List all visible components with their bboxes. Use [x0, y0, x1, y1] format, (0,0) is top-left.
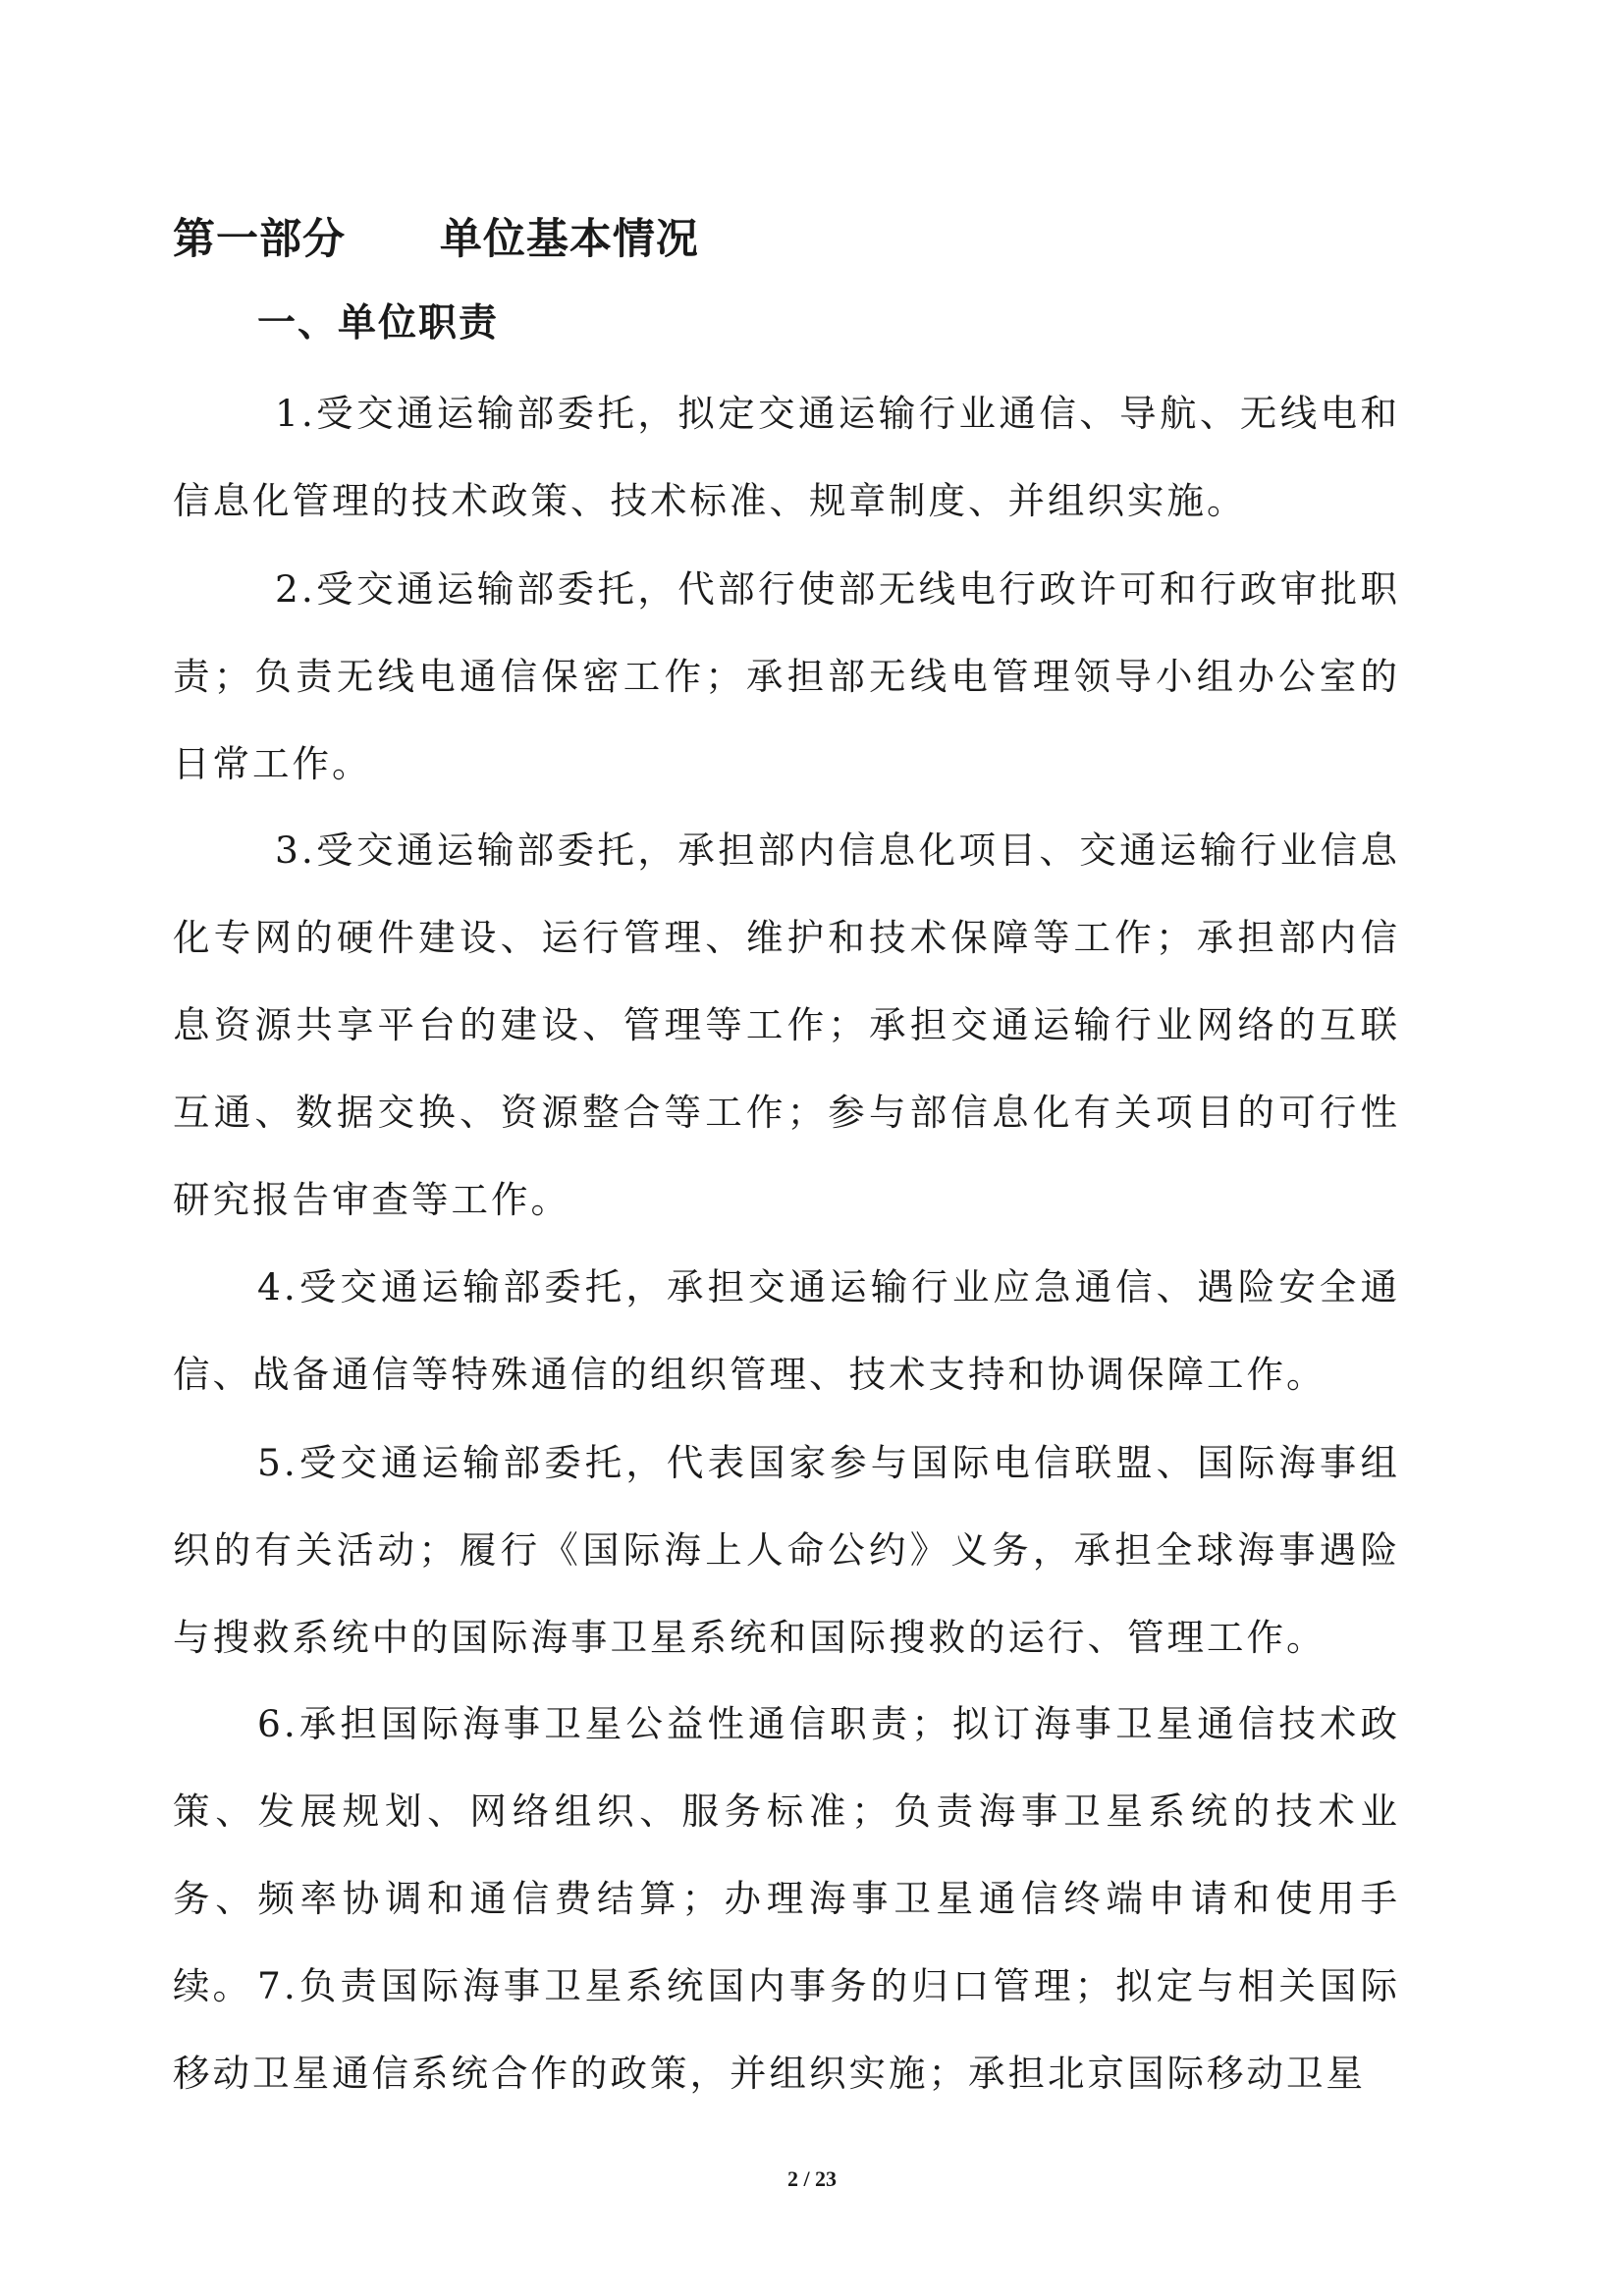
duty-paragraph-5: 5.受交通运输部委托，代表国家参与国际电信联盟、国际海事组织的有关活动；履行《国际海上人命公约》义务，承担全球海事遇险与搜救系统中的国际海事卫星系统和国际搜救的运行、管理工作。	[173, 1441, 1400, 1659]
duty-paragraph-2: 2.受交通运输部委托，代部行使部无线电行政许可和行政审批职责；负责无线电通信保密工作；承担部无线电管理领导小组办公室的日常工作。	[173, 567, 1400, 785]
duty-paragraph-3: 3.受交通运输部委托，承担部内信息化项目、交通运输行业信息化专网的硬件建设、运行管理、维护和技术保障等工作；承担部内信息资源共享平台的建设、管理等工作；承担交通运输行业网络的互联互通、数据交换、资源整合等工作；参与部信息化有关项目的可行性研究报告审查等工作。	[173, 828, 1400, 1221]
duty-paragraph-4: 4.受交通运输部委托，承担交通运输行业应急通信、遇险安全通信、战备通信等特殊通信的组织管理、技术支持和协调保障工作。	[173, 1265, 1400, 1396]
page-number: 2 / 23	[786, 2166, 838, 2191]
part-heading: 第一部分 单位基本情况	[173, 215, 699, 264]
duty-paragraph-7: 7.负责国际海事卫星系统国内事务的归口管理；拟定与相关国际移动卫星通信系统合作的政策，并组织实施；承担北京国际移动卫星	[173, 1964, 1400, 2095]
duty-paragraph-1: 1.受交通运输部委托，拟定交通运输行业通信、导航、无线电和信息化管理的技术政策、技术标准、规章制度、并组织实施。	[173, 392, 1400, 522]
subsection-heading: 一、单位职责	[257, 301, 500, 346]
duty-paragraph-6: 6.承担国际海事卫星公益性通信职责；拟订海事卫星通信技术政策、发展规划、网络组织、服务标准；负责海事卫星系统的技术业务、频率协调和通信费结算；办理海事卫星通信终端申请和使用手续。	[173, 1702, 1400, 2007]
